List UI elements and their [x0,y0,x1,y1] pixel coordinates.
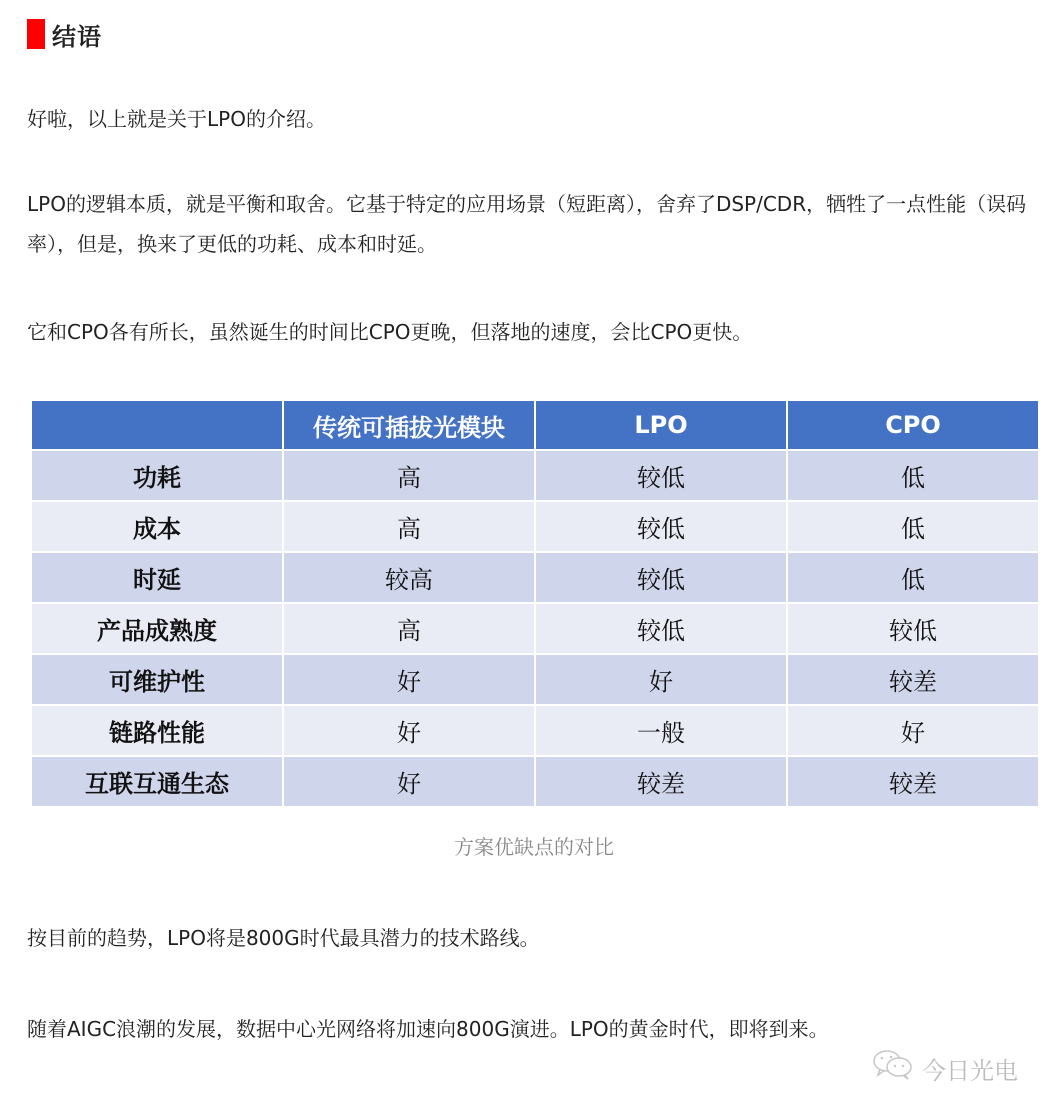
table-cell: 一般 [535,705,787,756]
row-label: 互联互通生态 [31,756,283,807]
table-cell: 低 [787,552,1039,603]
table-row [31,450,1039,501]
table-cell: 较差 [535,756,787,807]
table-cell: 高 [283,603,535,654]
paragraph-conclusion: 随着AIGC浪潮的发展，数据中心光网络将加速向800G演进。LPO的黄金时代，即将到来。 [27,1017,829,1041]
table-cell: 好 [283,654,535,705]
table-cell: 较低 [535,450,787,501]
table-header-lpo: LPO [535,400,787,450]
table-cell: 较差 [787,654,1039,705]
section-heading [27,18,102,50]
table-cell: 较低 [535,552,787,603]
table-row [31,705,1039,756]
table-cell: 高 [283,450,535,501]
heading-accent-bar [27,19,45,49]
table-caption: 方案优缺点的对比 [454,835,614,859]
watermark [872,1049,1018,1087]
table-cell: 好 [787,705,1039,756]
paragraph-lpo-essence: LPO的逻辑本质，就是平衡和取舍。它基于特定的应用场景（短距离），舍弃了DSP/CDR，牺牲了一点性能（误码率），但是，换来了更低的功耗、成本和时延。 [27,192,1027,256]
table-cell: 好 [283,705,535,756]
table-row [31,501,1039,552]
table-cell: 较低 [535,501,787,552]
row-label: 功耗 [31,450,283,501]
watermark-text: 今日光电 [922,1056,1018,1085]
row-label: 时延 [31,552,283,603]
table-cell: 较差 [787,756,1039,807]
table-row [31,552,1039,603]
row-label: 可维护性 [31,654,283,705]
table-cell: 低 [787,501,1039,552]
table-row [31,756,1039,807]
table-cell: 好 [535,654,787,705]
paragraph-trend: 按目前的趋势，LPO将是800G时代最具潜力的技术路线。 [27,926,540,950]
paragraph-lpo-vs-cpo: 它和CPO各有所长，虽然诞生的时间比CPO更晚，但落地的速度，会比CPO更快。 [27,320,753,344]
table-header-cpo: CPO [787,400,1039,450]
table-header-row [31,400,1039,450]
table-cell: 较低 [787,603,1039,654]
table-cell: 高 [283,501,535,552]
row-label: 产品成熟度 [31,603,283,654]
table-cell: 好 [283,756,535,807]
heading-title: 结语 [52,22,102,51]
paragraph-intro: 好啦，以上就是关于LPO的介绍。 [27,107,326,131]
table-cell: 较高 [283,552,535,603]
wechat-icon [872,1049,922,1087]
comparison-table [30,399,1040,808]
comparison-table-container [30,399,1038,808]
row-label: 成本 [31,501,283,552]
table-cell: 低 [787,450,1039,501]
table-row [31,603,1039,654]
table-cell: 较低 [535,603,787,654]
row-label: 链路性能 [31,705,283,756]
table-header-pluggable: 传统可插拔光模块 [283,400,535,450]
table-row [31,654,1039,705]
table-header-cell-empty [31,400,283,450]
